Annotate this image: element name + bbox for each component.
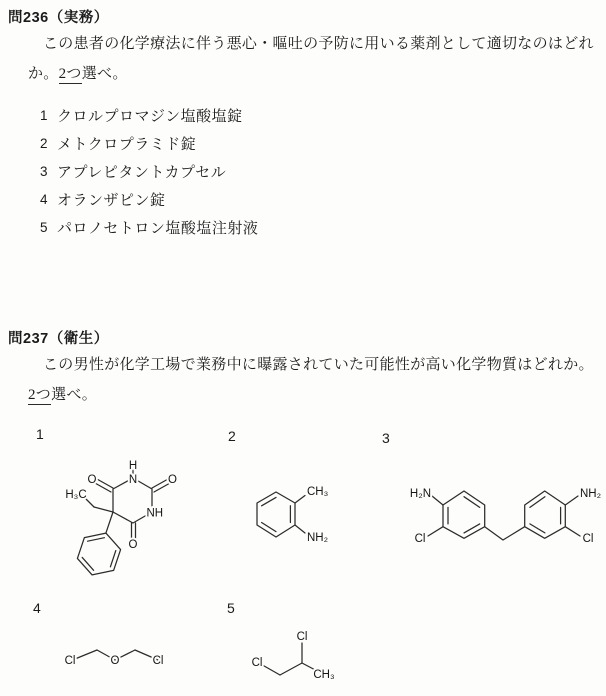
question-237-line2-post: 選べ。 — [51, 387, 98, 403]
atom-label-h: H — [128, 460, 138, 472]
atom-label-n: N — [128, 474, 138, 486]
structure-5-number: 5 — [227, 600, 235, 616]
choice-label: パロノセトロン塩酸塩注射液 — [57, 220, 259, 237]
question-236-line2-pre: か。 — [28, 66, 59, 82]
structure-1-phenobarbital-diagram — [55, 452, 210, 602]
question-236-choose-two-underline: 2つ — [58, 66, 82, 82]
atom-label-cl: Cl — [296, 631, 308, 643]
atom-label-h2n: H₂N — [409, 488, 431, 500]
atom-label-cl: Cl — [152, 655, 164, 667]
choice-row-5 — [40, 213, 258, 241]
benzene-ring-right — [525, 491, 566, 538]
atom-label-nh2: NH₂ — [307, 532, 329, 544]
atom-label-o: O — [87, 474, 97, 486]
choice-label: メトクロプラミド錠 — [57, 136, 197, 153]
question-236-body-line1: この患者の化学療法に伴う悪心・嘔吐の予防に用いる薬剤として適切なのはどれ — [43, 36, 594, 52]
question-236-choices — [40, 101, 258, 241]
structure-4-bischloromethyl-ether-diagram — [52, 638, 177, 676]
atom-label-o: O — [168, 474, 177, 486]
question-237-body-line1: この男性が化学工場で業務中に曝露されていた可能性が高い化学物質はどれか。 — [43, 357, 594, 373]
structure-2-o-toluidine-diagram — [248, 478, 363, 553]
structure-2-number: 2 — [228, 428, 236, 444]
choice-label: クロルプロマジン塩酸塩錠 — [57, 108, 243, 125]
choice-label: アプレピタントカプセル — [57, 164, 227, 181]
structure-3-number: 3 — [382, 430, 390, 446]
benzene-ring-left — [443, 491, 485, 538]
atom-label-cl: Cl — [582, 533, 594, 545]
benzene-ring — [257, 492, 295, 537]
structure-4-number: 4 — [33, 600, 41, 616]
question-236-line2-post: 選べ。 — [81, 66, 128, 82]
question-236-body-line2 — [28, 59, 603, 89]
atom-label-cl: Cl — [414, 533, 426, 545]
choice-row-4 — [40, 185, 258, 213]
choice-number: 2 — [40, 135, 48, 151]
choice-number: 4 — [40, 191, 48, 207]
question-236-heading: 問236（実務） — [8, 10, 109, 26]
question-237-choose-two-underline: 2つ — [28, 387, 52, 403]
choice-number: 3 — [40, 163, 48, 179]
structure-3-moca-diagram — [390, 480, 606, 552]
choice-number: 5 — [40, 219, 48, 235]
choice-row-1 — [40, 101, 258, 129]
choice-number: 1 — [40, 107, 48, 123]
atom-label-h3c: H₃C — [65, 489, 87, 501]
atom-label-nh: NH — [146, 507, 164, 520]
atom-label-ch3: CH₃ — [307, 486, 329, 498]
question-237-heading: 問237（衛生） — [8, 331, 109, 347]
structure-1-number: 1 — [36, 426, 44, 442]
atom-label-cl: Cl — [64, 655, 76, 667]
structure-5-dichloropropane-diagram — [243, 622, 353, 687]
atom-label-ch3: CH₃ — [313, 669, 335, 681]
atom-label-o: O — [128, 539, 138, 551]
choice-row-2 — [40, 129, 258, 157]
choice-row-3 — [40, 157, 258, 185]
question-237-body — [28, 350, 603, 410]
atom-label-nh2: NH₂ — [580, 488, 602, 500]
choice-label: オランザピン錠 — [57, 192, 166, 209]
methylene-bridge — [485, 527, 525, 540]
question-237-body-line2 — [28, 380, 603, 410]
atom-label-o: O — [110, 655, 120, 667]
atom-label-cl: Cl — [251, 657, 263, 669]
question-236-body — [28, 29, 603, 89]
